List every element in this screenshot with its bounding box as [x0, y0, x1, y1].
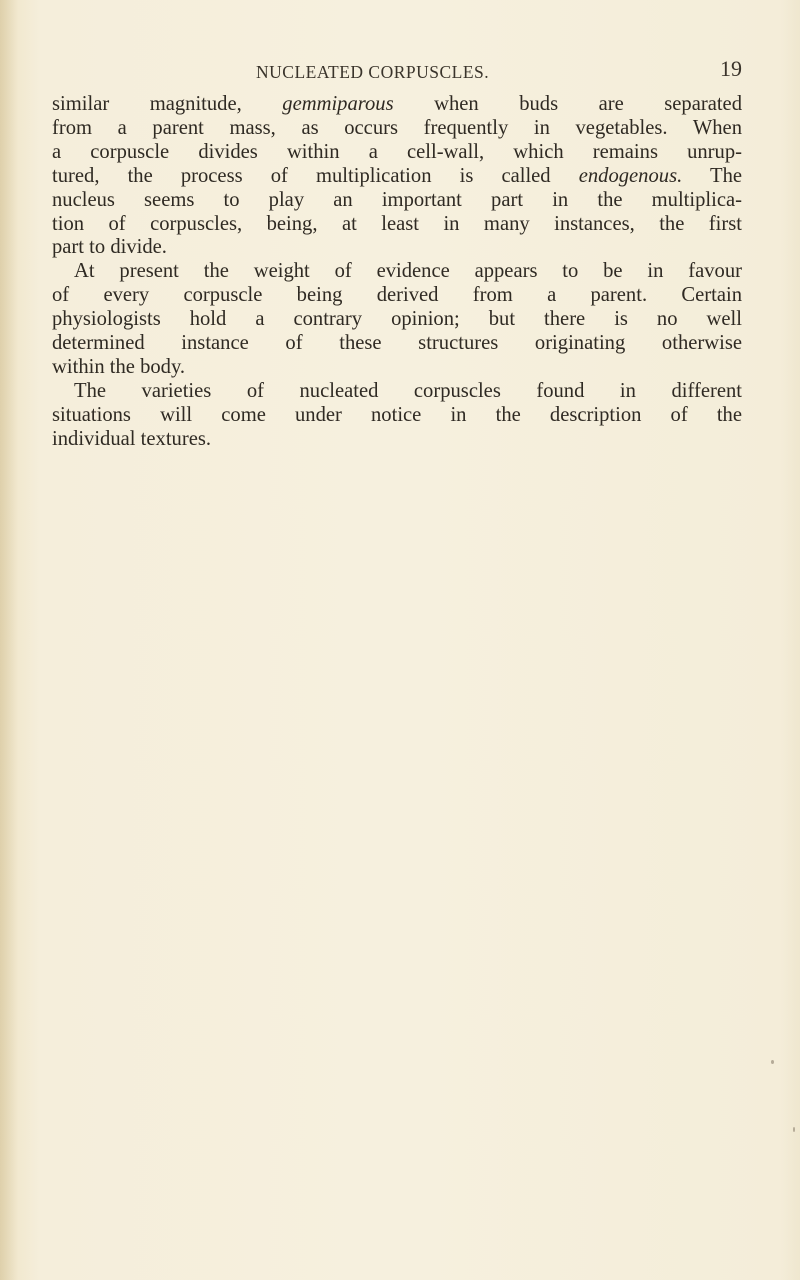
text-run: within the body. — [52, 355, 186, 378]
text-run: The varieties of nucleated corpuscles found in different — [74, 379, 742, 402]
text-line — [52, 117, 742, 141]
italic-term: gemmiparous — [282, 93, 394, 115]
text-line — [52, 356, 742, 380]
text-run: physiologists hold a contrary opinion; but there is no well — [52, 308, 742, 331]
spine-shadow — [0, 0, 18, 1280]
text-line — [52, 236, 742, 260]
text-line — [52, 308, 742, 332]
text-line — [52, 93, 742, 117]
text-line — [52, 260, 742, 284]
paper-speck — [793, 1127, 795, 1132]
text-run: from a parent mass, as occurs frequently in vegetables. When — [52, 116, 742, 139]
body-text — [52, 93, 742, 452]
running-head: NUCLEATED CORPUSCLES. — [256, 62, 490, 82]
text-run: nucleus seems to play an important part in the multiplica- — [52, 188, 742, 211]
text-run: At present the weight of evidence appears to be in favour — [74, 260, 742, 283]
text-line — [52, 189, 742, 213]
text-run: similar magnitude, — [52, 93, 283, 115]
text-line — [52, 428, 742, 452]
text-line — [52, 213, 742, 237]
paper-speck — [771, 1060, 774, 1064]
text-line — [52, 284, 742, 308]
text-line — [52, 165, 742, 189]
text-line — [52, 141, 742, 165]
text-line — [52, 404, 742, 428]
text-run: when buds are separated — [393, 93, 742, 115]
page-number: 19 — [720, 56, 742, 81]
text-line — [52, 332, 742, 356]
text-run: The — [682, 164, 743, 187]
text-run: situations will come under notice in the description of the — [52, 403, 742, 426]
text-run: tion of corpuscles, being, at least in many instances, the first — [52, 212, 742, 235]
page-header — [52, 56, 742, 86]
text-run: determined instance of these structures originating otherwise — [52, 332, 742, 355]
text-run: individual textures. — [52, 427, 211, 450]
text-run: a corpuscle divides within a cell-wall, which remains unrup- — [52, 140, 742, 163]
italic-term: endogenous. — [578, 164, 683, 187]
text-run: part to divide. — [52, 236, 167, 259]
text-line — [52, 380, 742, 404]
text-run: tured, the process of multiplication is called — [52, 164, 579, 187]
text-run: of every corpuscle being derived from a parent. Certain — [52, 284, 742, 307]
